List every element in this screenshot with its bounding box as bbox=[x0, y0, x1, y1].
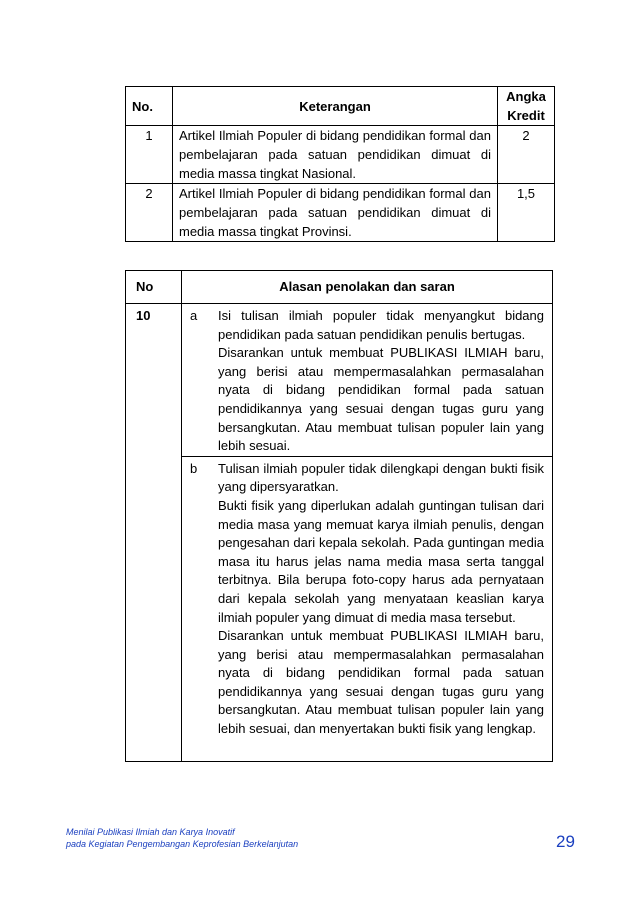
table-header-row bbox=[126, 271, 553, 304]
col-alasan-header: Alasan penolakan dan saran bbox=[182, 271, 553, 304]
footer-line-2: pada Kegiatan Pengembangan Keprofesian Berkelanjutan bbox=[66, 839, 299, 849]
row-keterangan: Artikel Ilmiah Populer di bidang pendidikan formal dan pembelajaran pada satuan pendidikan dimuat di media massa tingkat Provinsi. bbox=[173, 184, 498, 242]
paragraph: Disarankan untuk membuat PUBLIKASI ILMIAH baru, yang berisi atau mempermasalahkan permasalahan nyata di bidang pendidikan formal pada satuan pendidikannya yang sesuai dengan tugas guru yang bersangkutan. Atau membuat tulisan populer lain yang lebih sesuai, dan menyertakan bukti fisik yang lengkap. bbox=[218, 628, 544, 737]
angka-kredit-table bbox=[125, 86, 555, 242]
table-row bbox=[126, 126, 555, 184]
row-number: 1 bbox=[126, 126, 173, 184]
row-kredit: 2 bbox=[498, 126, 555, 184]
table-header-row bbox=[126, 87, 555, 126]
paragraph: Isi tulisan ilmiah populer tidak menyangkut bidang pendidikan pada satuan pendidikan penulis bertugas. bbox=[218, 308, 544, 342]
paragraph: Bukti fisik yang diperlukan adalah guntingan tulisan dari media masa yang memuat karya ilmiah penulis, dengan pengesahan dari kepala sekolah. Pada guntingan media masa itu harus jelas nama media masa serta tanggal terbitnya. Bila berupa foto-copy harus ada pernyataan dari kepala sekolah yang menyataan keaslian karya ilmiah populer yang dimuat di media masa tersebut. bbox=[218, 497, 544, 625]
table-row bbox=[126, 184, 555, 242]
page-number: 29 bbox=[556, 832, 575, 851]
row-keterangan: Artikel Ilmiah Populer di bidang pendidikan formal dan pembelajaran pada satuan pendidikan dimuat di media massa tingkat Nasional. bbox=[173, 126, 498, 184]
page-footer bbox=[66, 826, 298, 850]
row-alasan bbox=[182, 304, 553, 762]
paragraph: Disarankan untuk membuat PUBLIKASI ILMIAH baru, yang berisi atau mempermasalahkan permasalahan nyata di bidang pendidikan formal pada satuan pendidikannya yang sesuai dengan tugas guru yang bersangkutan. Atau membuat tulisan populer lain yang lebih sesuai. bbox=[218, 345, 544, 454]
row-number: 10 bbox=[126, 304, 182, 762]
row-kredit: 1,5 bbox=[498, 184, 555, 242]
sub-item-a bbox=[182, 304, 552, 456]
sub-item-b bbox=[182, 456, 552, 761]
footer-line-1: Menilai Publikasi Ilmiah dan Karya Inovatif bbox=[66, 827, 235, 837]
sub-item-letter: b bbox=[190, 460, 198, 476]
col-no-header: No bbox=[126, 271, 182, 304]
paragraph: Tulisan ilmiah populer tidak dilengkapi dengan bukti fisik yang dipersyaratkan. bbox=[218, 460, 544, 495]
col-angka-kredit-header: Angka Kredit bbox=[498, 87, 555, 126]
sub-item-letter: a bbox=[190, 308, 198, 323]
sub-item-body bbox=[218, 307, 544, 456]
col-no-header: No. bbox=[126, 87, 173, 126]
col-keterangan-header: Keterangan bbox=[173, 87, 498, 126]
row-number: 2 bbox=[126, 184, 173, 242]
sub-item-body bbox=[218, 460, 544, 739]
table-row bbox=[126, 304, 553, 762]
alasan-penolakan-table bbox=[125, 270, 553, 762]
